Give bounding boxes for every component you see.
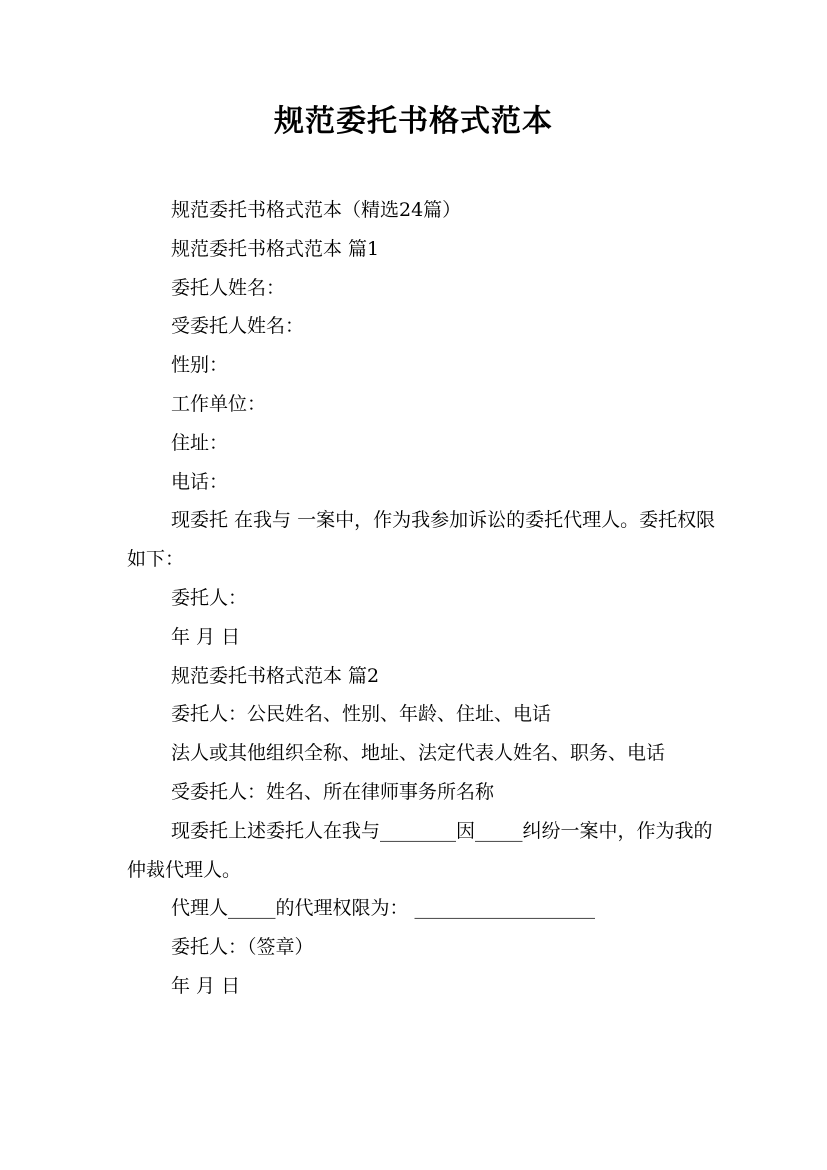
paragraph-agency-scope: 代理人_____的代理权限为： ___________________ (171, 897, 596, 920)
paragraph-agent-details: 受委托人：姓名、所在律师事务所名称 (171, 780, 495, 803)
paragraph-section-1-heading: 规范委托书格式范本 篇1 (171, 237, 380, 260)
document-title: 规范委托书格式范本 (274, 104, 553, 139)
paragraph-principal-details: 委托人：公民姓名、性别、年龄、住址、电话 (171, 703, 552, 726)
paragraph-date-2: 年 月 日 (171, 974, 241, 997)
paragraph-entrustment-statement: 现委托 在我与 一案中，作为我参加诉讼的委托代理人。委托权限如下： (127, 509, 716, 571)
paragraph-principal-signature: 委托人： (171, 586, 248, 609)
paragraph-agent-name: 受委托人姓名： (171, 315, 305, 338)
paragraph-address: 住址： (171, 431, 229, 454)
document-body (127, 191, 717, 1006)
paragraph-subtitle: 规范委托书格式范本（精选24篇） (171, 199, 462, 221)
paragraph-section-2-heading: 规范委托书格式范本 篇2 (171, 664, 380, 687)
paragraph-arbitration-statement: 现委托上述委托人在我与________因_____纠纷一案中，作为我的仲裁代理人。 (127, 819, 713, 881)
paragraph-gender: 性别： (171, 354, 229, 377)
paragraph-workplace: 工作单位： (171, 392, 267, 415)
paragraph-legal-entity-details: 法人或其他组织全称、地址、法定代表人姓名、职务、电话 (171, 742, 666, 765)
paragraph-principal-name: 委托人姓名： (171, 276, 286, 299)
paragraph-phone: 电话： (171, 470, 229, 493)
paragraph-principal-seal: 委托人：（签章） (171, 936, 314, 959)
paragraph-date-1: 年 月 日 (171, 625, 241, 648)
